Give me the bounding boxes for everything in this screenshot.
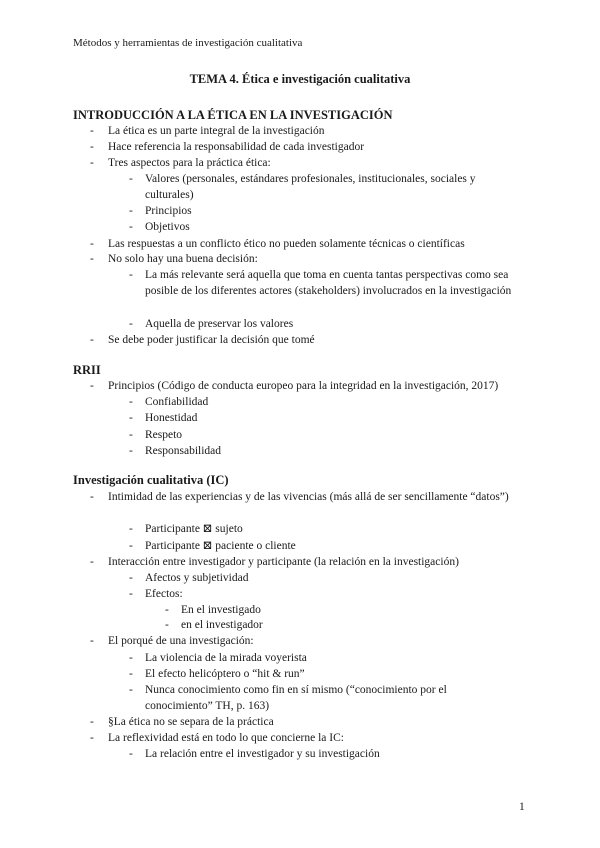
bullet-dash: - — [129, 445, 133, 457]
list-item: - La ética es un parte integral de la investigación — [90, 125, 325, 137]
list-item: - §La ética no se separa de la práctica — [90, 716, 274, 728]
bullet-dash: - — [90, 141, 94, 153]
section-heading-ic: Investigación cualitativa (IC) — [73, 473, 229, 487]
list-item: - Hace referencia la responsabilidad de cada investigador — [90, 141, 365, 153]
bullet-dash: - — [129, 205, 133, 217]
page-header: Métodos y herramientas de investigación cualitativa — [73, 37, 303, 49]
list-item: - Las respuestas a un conflicto ético no pueden solamente técnicas o científicas — [90, 238, 465, 250]
bullet-dash: - — [129, 429, 133, 441]
bullet-dash: - — [165, 619, 169, 631]
list-item: - La violencia de la mirada voyerista — [129, 652, 307, 664]
bullet-dash: - — [90, 157, 94, 169]
list-item: - Nunca conocimiento como fin en sí mismo (“conocimiento por el conocimiento” TH, p. 163) — [129, 684, 447, 712]
bullet-dash: - — [129, 748, 133, 760]
bullet-dash: - — [90, 334, 94, 346]
bullet-dash: - — [129, 684, 133, 696]
list-item: - Valores (personales, estándares profesionales, institucionales, sociales y culturales) — [129, 173, 476, 201]
list-item: - Afectos y subjetividad — [129, 572, 249, 584]
bullet-dash: - — [129, 668, 133, 680]
list-item: - La relación entre el investigador y su investigación — [129, 748, 380, 760]
bullet-dash: - — [129, 572, 133, 584]
section-heading-rrii: RRII — [73, 363, 101, 377]
bullet-dash: - — [129, 412, 133, 424]
list-item: - Objetivos — [129, 221, 190, 233]
list-item: - Intimidad de las experiencias y de las vivencias (más allá de ser sencillamente “datos”) — [90, 491, 509, 503]
bullet-dash: - — [129, 221, 133, 233]
list-item: - Responsabilidad — [129, 445, 222, 457]
bullet-dash: - — [90, 716, 94, 728]
list-item: - Principios (Código de conducta europeo para la integridad en la investigación, 2017) — [90, 380, 499, 392]
bullet-dash: - — [129, 173, 133, 185]
bullet-dash: - — [129, 318, 133, 330]
list-item: - El porqué de una investigación: — [90, 635, 254, 647]
list-item: - Se debe poder justificar la decisión que tomé — [90, 334, 315, 346]
bullet-dash: - — [129, 540, 133, 552]
list-item: - Honestidad — [129, 412, 198, 424]
bullet-dash: - — [129, 396, 133, 408]
bullet-dash: - — [129, 588, 133, 600]
list-item: - No solo hay una buena decisión: — [90, 253, 258, 265]
bullet-dash: - — [90, 125, 94, 137]
bullet-dash: - — [90, 556, 94, 568]
bullet-dash: - — [129, 269, 133, 281]
document-title: TEMA 4. Ética e investigación cualitativa — [189, 72, 411, 86]
list-item: - Participante ⊠ paciente o cliente — [129, 540, 296, 552]
bullet-dash: - — [90, 491, 94, 503]
list-item: - Participante ⊠ sujeto — [129, 523, 243, 535]
bullet-dash: - — [90, 635, 94, 647]
list-item: - Principios — [129, 205, 192, 217]
list-item: - En el investigado — [165, 604, 261, 616]
list-item: - El efecto helicóptero o “hit & run” — [129, 668, 305, 680]
list-item: - Efectos: — [129, 588, 183, 600]
bullet-dash: - — [90, 380, 94, 392]
bullet-dash: - — [129, 523, 133, 535]
list-item: - en el investigador — [165, 619, 263, 631]
list-item: - La más relevante será aquella que toma en cuenta tantas perspectivas como sea posible de los diferentes actores (stakeholders) involucrados en la investigación — [129, 269, 512, 297]
bullet-dash: - — [90, 253, 94, 265]
list-item: - Aquella de preservar los valores — [129, 318, 294, 330]
page-number: 1 — [519, 801, 525, 813]
list-item: - Tres aspectos para la práctica ética: — [90, 157, 271, 169]
section-heading-intro: INTRODUCCIÓN A LA ÉTICA EN LA INVESTIGACIÓN — [73, 108, 393, 122]
bullet-dash: - — [90, 238, 94, 250]
bullet-dash: - — [165, 604, 169, 616]
list-item: - Confiabilidad — [129, 396, 209, 408]
bullet-dash: - — [90, 732, 94, 744]
list-item: - La reflexividad está en todo lo que concierne la IC: — [90, 732, 344, 744]
list-item: - Respeto — [129, 429, 183, 441]
bullet-dash: - — [129, 652, 133, 664]
list-item: - Interacción entre investigador y participante (la relación en la investigación) — [90, 556, 459, 568]
